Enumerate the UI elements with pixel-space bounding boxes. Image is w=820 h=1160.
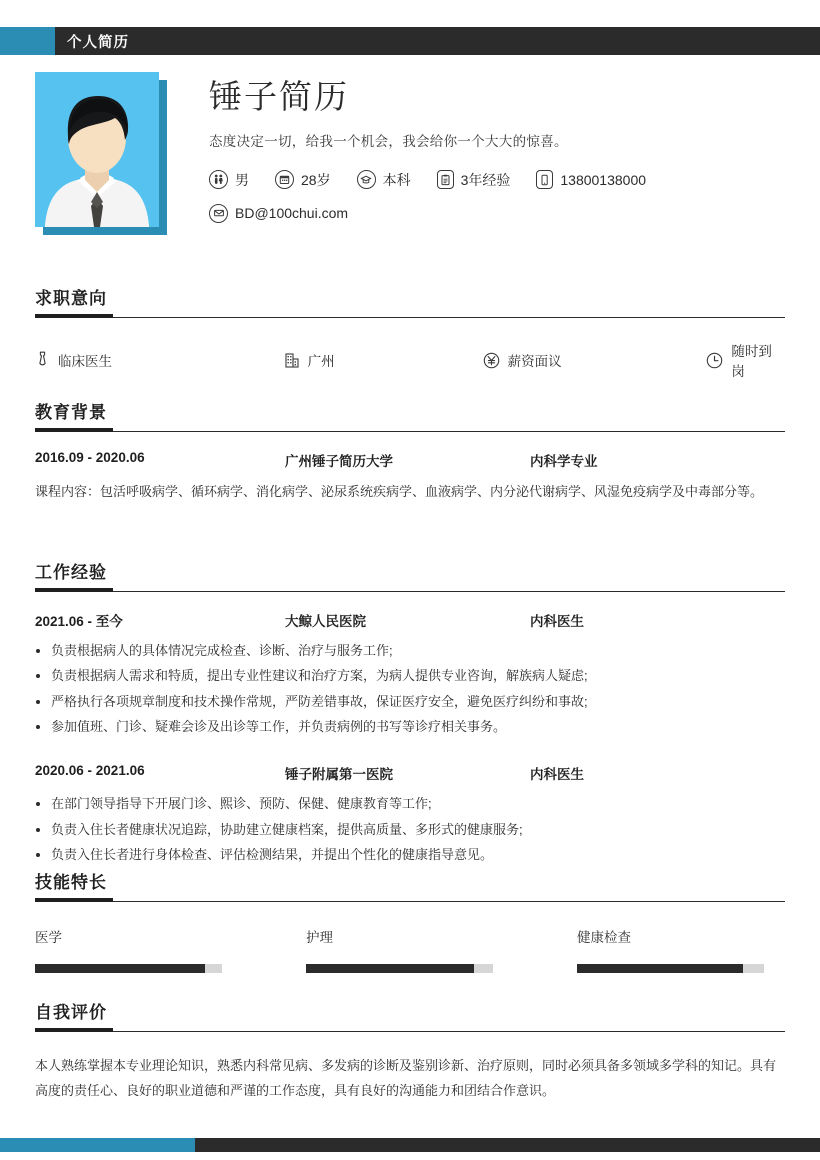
yen-icon — [483, 352, 500, 369]
section-rule — [35, 591, 785, 592]
meta-email-value: BD@100chui.com — [235, 205, 349, 222]
entry-role: 内科学专业 — [530, 454, 598, 469]
profile-meta-row — [209, 170, 785, 190]
gender-icon — [209, 170, 228, 189]
section-rule — [35, 431, 785, 432]
skill-progress-fill — [306, 964, 474, 973]
intention-position-label: 临床医生 — [58, 354, 112, 369]
top-banner — [0, 27, 820, 55]
section-header — [35, 558, 785, 592]
skill-progress-track — [577, 964, 764, 973]
section-skills — [35, 868, 785, 973]
entry-header — [35, 610, 785, 630]
entry-organization: 大鲸人民医院 — [285, 614, 366, 629]
mail-icon — [209, 204, 228, 223]
meta-experience-value: 3年经验 — [460, 171, 511, 188]
section-header — [35, 868, 785, 902]
entry-date: 2021.06 - 至今 — [35, 614, 123, 629]
skill-progress-track — [35, 964, 222, 973]
skill-progress-fill — [35, 964, 205, 973]
list-item: 严格执行各项规章制度和技术操作常规，严防差错事故，保证医疗安全，避免医疗纠纷和事故; — [35, 689, 785, 714]
building-icon — [284, 352, 300, 369]
candidate-slogan: 态度决定一切，给我一个机会，我会给你一个大大的惊喜。 — [209, 133, 568, 149]
graduation-cap-icon — [357, 170, 376, 189]
entry-date: 2016.09 - 2020.06 — [35, 450, 145, 465]
meta-gender-value: 男 — [235, 171, 249, 188]
skill-progress-fill — [577, 964, 743, 973]
intention-salary — [483, 340, 707, 380]
meta-phone-value: 13800138000 — [560, 171, 647, 188]
intention-salary-label: 薪资面议 — [507, 354, 562, 369]
skill-item — [35, 926, 306, 973]
section-header — [35, 284, 785, 318]
skills-list — [35, 926, 785, 973]
avatar — [35, 72, 167, 235]
clock-icon — [706, 352, 723, 369]
entry-header — [35, 763, 785, 783]
phone-icon — [536, 170, 553, 189]
bottom-banner — [0, 1138, 820, 1152]
intention-availability-label: 随时到岗 — [731, 344, 772, 379]
skill-label: 医学 — [35, 930, 62, 945]
list-item: 负责根据病人需求和特质，提出专业性建议和治疗方案，为病人提供专业咨询，解族病人疑虑; — [35, 663, 785, 688]
skill-label: 护理 — [306, 930, 333, 945]
tie-icon — [35, 351, 50, 369]
calendar-icon — [275, 170, 294, 189]
section-rule-accent — [35, 588, 113, 592]
meta-email — [209, 204, 348, 223]
top-banner-accent — [0, 27, 55, 55]
section-work-experience — [35, 558, 785, 867]
job-intention-list — [35, 340, 785, 380]
meta-education-value: 本科 — [382, 171, 411, 188]
self-evaluation-text: 本人熟练掌握本专业理论知识，熟悉内科常见病、多发病的诊断及鉴别诊新、治疗原则，同时必须具备多领域多学科的知记。具有高度的责任心、良好的职业道德和严谨的工作态度，具有良好的沟通能力和团结合作意识。 — [35, 1058, 777, 1098]
entry-description: 课程内容：包活呼吸病学、循环病学、消化病学、泌尿系统疾病学、血液病学、内分泌代谢病学、风湿免疫病学及中毒部分等。 — [35, 484, 764, 499]
entry-header — [35, 450, 785, 470]
section-title: 自我评价 — [35, 1003, 107, 1022]
skill-progress-track — [306, 964, 493, 973]
profile-header — [0, 72, 820, 235]
skill-item — [577, 926, 764, 973]
entry-role: 内科医生 — [530, 767, 584, 783]
list-item: 负责根据病人的具体情况完成检查、诊断、治疗与服务工作; — [35, 638, 785, 663]
avatar-photo — [35, 72, 159, 227]
entry-organization: 锤子附属第一医院 — [285, 767, 393, 783]
intention-availability — [706, 340, 785, 380]
section-header — [35, 998, 785, 1032]
section-rule — [35, 901, 785, 902]
skill-label: 健康检查 — [577, 930, 631, 945]
meta-age-value: 28岁 — [301, 171, 331, 188]
section-rule-accent — [35, 428, 113, 432]
section-title: 求职意向 — [35, 289, 107, 308]
profile-meta-row-secondary — [209, 204, 785, 223]
page-title: 个人简历 — [67, 34, 129, 51]
section-title: 技能特长 — [35, 873, 107, 892]
meta-education — [357, 170, 411, 190]
section-education — [35, 398, 785, 504]
section-rule — [35, 317, 785, 318]
entry-organization: 广州锤子简历大学 — [285, 454, 393, 469]
profile-info — [209, 72, 785, 223]
meta-age — [275, 170, 331, 190]
list-item: 负责入住长者健康状况追踪，协助建立健康档案，提供高质量、多形式的健康服务; — [35, 817, 785, 842]
section-rule-accent — [35, 1028, 113, 1032]
entry-bullet-list — [35, 638, 785, 739]
candidate-name: 锤子简历 — [209, 78, 349, 115]
section-title: 工作经验 — [35, 563, 107, 582]
work-entry — [35, 763, 785, 867]
section-rule-accent — [35, 898, 113, 902]
list-item: 负责入住长者进行身体检查、评估检测结果，并提出个性化的健康指导意见。 — [35, 842, 785, 867]
entry-bullet-list — [35, 791, 785, 867]
section-title: 教育背景 — [35, 403, 107, 422]
entry-date: 2020.06 - 2021.06 — [35, 763, 145, 779]
document-icon — [437, 170, 454, 189]
meta-gender — [209, 170, 249, 190]
meta-experience — [437, 170, 511, 190]
intention-city-label: 广州 — [307, 354, 335, 369]
intention-city — [284, 340, 483, 380]
meta-phone — [536, 170, 646, 189]
list-item: 在部门领导指导下开展门诊、熙诊、预防、保健、健康教育等工作; — [35, 791, 785, 816]
entry-role: 内科医生 — [530, 614, 584, 629]
education-entry — [35, 450, 785, 504]
bottom-banner-accent — [0, 1138, 195, 1152]
section-rule-accent — [35, 314, 113, 318]
section-rule — [35, 1031, 785, 1032]
top-banner-body — [55, 27, 820, 55]
list-item: 参加值班、门诊、疑难会诊及出诊等工作，并负责病例的书写等诊疗相关事务。 — [35, 714, 785, 739]
section-header — [35, 398, 785, 432]
section-job-intention — [35, 284, 785, 380]
skill-item — [306, 926, 577, 973]
intention-position — [35, 340, 284, 380]
section-self-evaluation — [35, 998, 785, 1103]
work-entry — [35, 610, 785, 739]
bottom-banner-body — [195, 1138, 820, 1152]
